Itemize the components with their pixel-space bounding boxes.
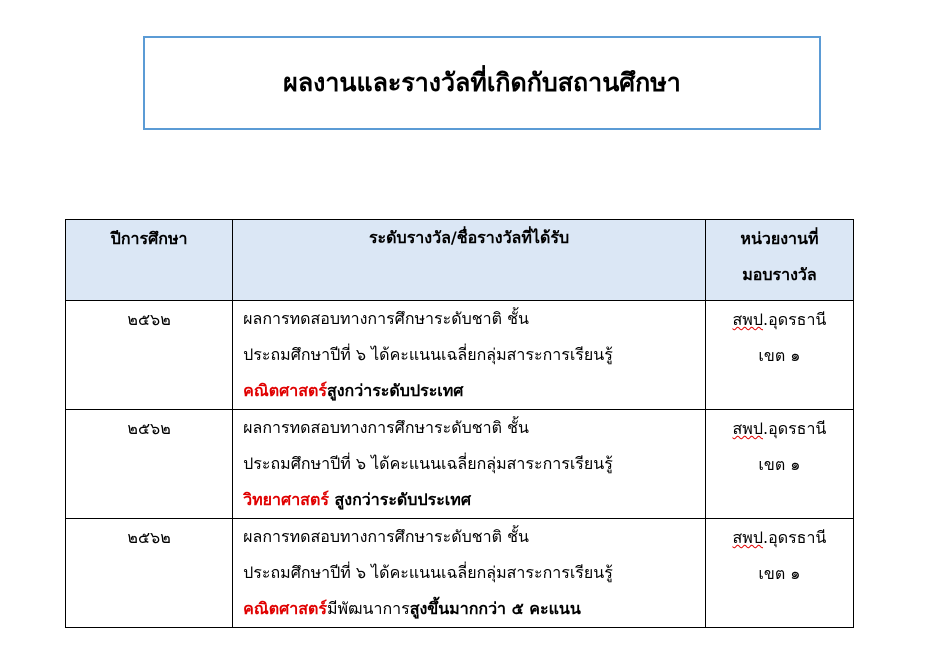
award-result-bold: สูงกว่าระดับประเทศ (326, 381, 464, 400)
cell-agency (705, 410, 853, 519)
header-year: ปีการศึกษา (66, 220, 233, 301)
table-row (66, 301, 854, 410)
agency-line2: เขต ๑ (758, 564, 801, 583)
agency-line1 (707, 520, 852, 556)
award-line2: ประถมศึกษาปีที่ ๖ ได้คะแนนเฉลี่ยกลุ่มสาระการเรียนรู้ (243, 345, 613, 364)
cell-year: ๒๕๖๒ (66, 410, 233, 519)
agency-line2: เขต ๑ (758, 455, 801, 474)
title-box (143, 36, 821, 130)
table-header-row (66, 220, 854, 301)
agency-rest: .อุดรธานี (763, 310, 827, 329)
award-line3 (243, 591, 705, 627)
award-line1: ผลการทดสอบทางการศึกษาระดับชาติ ชั้น (243, 418, 529, 437)
agency-abbr: สพป (732, 419, 763, 438)
agency-rest: .อุดรธานี (763, 528, 827, 547)
award-subject: คณิตศาสตร์ (243, 381, 327, 400)
award-subject: คณิตศาสตร์ (243, 599, 327, 618)
agency-abbr: สพป (732, 310, 763, 329)
cell-agency (705, 519, 853, 628)
award-line3 (243, 373, 705, 409)
header-agency-line2: มอบรางวัล (742, 265, 817, 284)
header-award: ระดับรางวัล/ชื่อรางวัลที่ได้รับ (233, 220, 706, 301)
cell-agency (705, 301, 853, 410)
agency-line2: เขต ๑ (758, 346, 801, 365)
award-line2: ประถมศึกษาปีที่ ๖ ได้คะแนนเฉลี่ยกลุ่มสาระการเรียนรู้ (243, 454, 613, 473)
cell-year: ๒๕๖๒ (66, 301, 233, 410)
award-result-bold: สูงกว่าระดับประเทศ (328, 490, 471, 509)
award-result-bold: สูงขึ้นมากกว่า ๕ คะแนน (409, 599, 581, 618)
agency-line1 (707, 302, 852, 338)
table-row (66, 410, 854, 519)
awards-table (65, 219, 854, 628)
award-line2: ประถมศึกษาปีที่ ๖ ได้คะแนนเฉลี่ยกลุ่มสาระการเรียนรู้ (243, 563, 613, 582)
cell-year: ๒๕๖๒ (66, 519, 233, 628)
award-line1: ผลการทดสอบทางการศึกษาระดับชาติ ชั้น (243, 309, 529, 328)
award-line1: ผลการทดสอบทางการศึกษาระดับชาติ ชั้น (243, 527, 529, 546)
award-subject: วิทยาศาสตร์ (243, 490, 329, 509)
award-line3 (243, 482, 705, 518)
header-agency-line1: หน่วยงานที่ (740, 229, 819, 248)
agency-abbr: สพป (732, 528, 763, 547)
award-result-plain: มีพัฒนาการ (326, 599, 410, 618)
cell-award (233, 519, 706, 628)
page-title: ผลงานและรางวัลที่เกิดกับสถานศึกษา (283, 68, 681, 97)
agency-line1 (707, 411, 852, 447)
cell-award (233, 410, 706, 519)
cell-award (233, 301, 706, 410)
agency-rest: .อุดรธานี (763, 419, 827, 438)
table-row (66, 519, 854, 628)
header-agency (705, 220, 853, 301)
